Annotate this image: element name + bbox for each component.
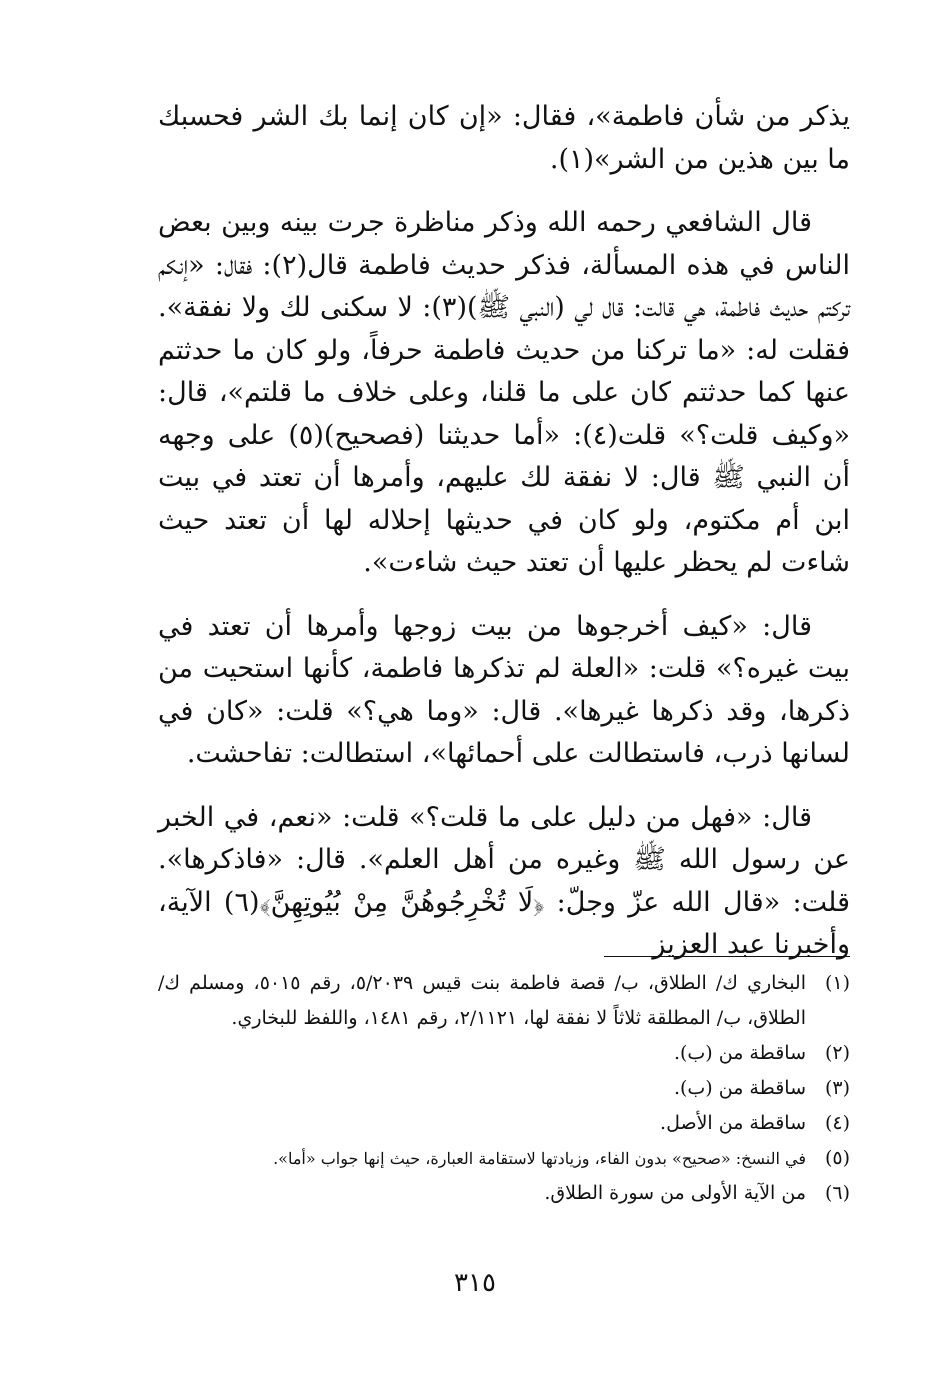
page-number: ٣١٥: [454, 1268, 496, 1298]
footnote-2: [158, 1036, 850, 1071]
footnote-1: [158, 966, 850, 1036]
footnote-text: البخاري ك/ الطلاق، ب/ قصة فاطمة بنت قيس ٥/٢٠٣٩، رقم ٥٠١٥، ومسلم ك/ الطلاق، ب/ المطلقة ثلاثاً لا نفقة لها، ٢/١١٢١، رقم ١٤٨١، واللفظ للبخاري.: [158, 972, 806, 1029]
footnote-divider: [604, 956, 850, 957]
footnote-number: (٢): [824, 1042, 850, 1064]
footnote-number: (٤): [824, 1112, 850, 1134]
footnote-number: (٥): [824, 1147, 850, 1169]
footnote-number: (١): [824, 972, 850, 994]
paragraph-4: قال: «فهل من دليل على ما قلت؟» قلت: «نعم، في الخبر عن رسول الله ﷺ وغيره من أهل العلم». قال: «فاذكرها». قلت: «قال الله عزّ وجلّ: ﴿لَا تُخْرِجُوهُنَّ مِنْ بُيُوتِهِنَّ﴾(٦) الآية، وأخبرنا عبد العزيز: [158, 801, 850, 960]
footnote-text: ساقطة من (ب).: [673, 1077, 806, 1099]
footnote-3: [158, 1071, 850, 1106]
footnote-text: في النسخ: «صحيح» بدون الفاء، وزيادتها لاستقامة العبارة، حيث إنها جواب «أما».: [273, 1149, 806, 1168]
footnotes: [158, 966, 850, 1211]
footnote-4: [158, 1106, 850, 1141]
footnote-number: (٦): [824, 1182, 850, 1204]
footnote-6: [158, 1176, 850, 1211]
footnote-text: ساقطة من (ب).: [673, 1042, 806, 1064]
footnote-text: ساقطة من الأصل.: [660, 1112, 806, 1134]
footnote-number: (٣): [824, 1077, 850, 1099]
paragraph-1: يذكر من شأن فاطمة»، فقال: «إن كان إنما بك الشر فحسبك ما بين هذين من الشر»(١).: [158, 101, 850, 175]
main-text: [158, 96, 850, 988]
paragraph-2: قال الشافعي رحمه الله وذكر مناظرة جرت بينه وبين بعض الناس في هذه المسألة، فذكر حديث فاطمة قال(٢): فقال: «إنكم تركتم حديث فاطمة، هي قالت: قال لي (النبي ﷺ)(٣): لا سكنى لك ولا نفقة». فقلت له: «ما تركنا من حديث فاطمة حرفاً، ولو كان ما حدثتم عنها كما حدثتم كان على ما قلنا، وعلى خلاف ما قلتم»، قال: «وكيف قلت؟» قلت(٤): «أما حديثنا (فصحيح)(٥) على وجهه أن النبي ﷺ قال: لا نفقة لك عليهم، وأمرها أن تعتد في بيت ابن أم مكتوم، ولو كان في حديثها إحلاله لها أن تعتد حيث شاءت لم يحظر عليها أن تعتد حيث شاءت».: [158, 207, 850, 578]
paragraph-3: قال: «كيف أخرجوها من بيت زوجها وأمرها أن تعتد في بيت غيره؟» قلت: «العلة لم تذكرها فاطمة، كأنها استحيت من ذكرها، وقد ذكرها غيرها». قال: «وما هي؟» قلت: «كان في لسانها ذرب، فاستطالت على أحمائها»، استطالت: تفاحشت.: [158, 610, 850, 769]
footnote-text: من الآية الأولى من سورة الطلاق.: [544, 1182, 806, 1204]
footnote-5: [158, 1141, 850, 1176]
